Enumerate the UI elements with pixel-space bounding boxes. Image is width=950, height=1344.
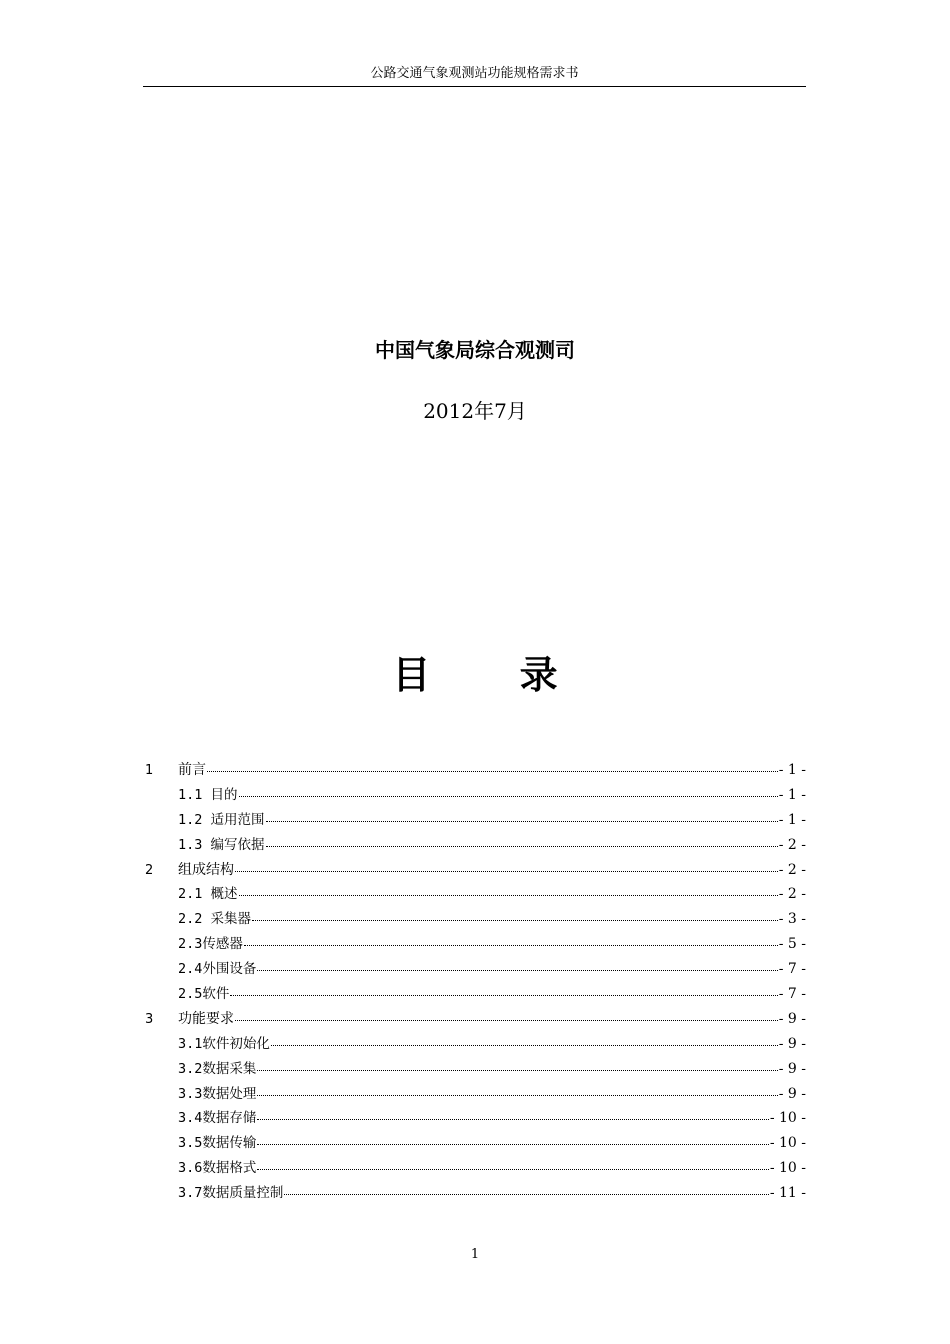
toc-entry[interactable] xyxy=(145,907,806,932)
toc-entry[interactable] xyxy=(145,1082,806,1107)
toc-entry-title: 2.4外围设备 xyxy=(178,961,257,978)
toc-entry[interactable] xyxy=(145,783,806,808)
toc-entry-page: - 3 - xyxy=(778,911,806,928)
toc-entry-title: 3.1软件初始化 xyxy=(178,1035,270,1052)
toc-dot-leader xyxy=(257,1059,777,1073)
running-header xyxy=(143,64,806,87)
toc-entry[interactable] xyxy=(145,1032,806,1057)
toc-entry-page: - 9 - xyxy=(778,1035,806,1052)
toc-entry-number: 2 xyxy=(145,862,154,878)
toc-entry-number: 3 xyxy=(145,1011,154,1027)
toc-entry-page: - 10 - xyxy=(769,1160,806,1177)
toc-dot-leader xyxy=(257,1108,768,1122)
toc-entry-page: - 5 - xyxy=(778,936,806,953)
toc-entry[interactable] xyxy=(145,1131,806,1156)
toc-dot-leader xyxy=(257,1133,768,1147)
toc-entry[interactable] xyxy=(145,1057,806,1082)
toc-entry-title: 组成结构 xyxy=(178,861,234,878)
toc-entry-title: 3.2数据采集 xyxy=(178,1060,257,1077)
toc-entry-title: 3.4数据存储 xyxy=(178,1110,257,1127)
toc-entry-page: - 9 - xyxy=(778,1010,806,1027)
toc-entry[interactable] xyxy=(145,882,806,907)
toc-entry-title: 2.2 采集器 xyxy=(178,911,252,928)
toc-entry[interactable] xyxy=(145,1106,806,1131)
toc-entry-page: - 9 - xyxy=(778,1060,806,1077)
toc-dot-leader xyxy=(266,810,778,824)
publication-date: 2012年7月 xyxy=(423,399,527,423)
toc-entry[interactable] xyxy=(145,833,806,858)
table-of-contents xyxy=(145,758,806,1206)
running-header-title: 公路交通气象观测站功能规格需求书 xyxy=(370,66,579,81)
toc-dot-leader xyxy=(230,984,777,998)
toc-entry[interactable] xyxy=(145,957,806,982)
toc-entry-title: 2.3传感器 xyxy=(178,936,243,953)
toc-entry-title: 3.5数据传输 xyxy=(178,1135,257,1152)
toc-entry-page: - 7 - xyxy=(778,986,806,1003)
toc-dot-leader xyxy=(207,760,778,774)
toc-dot-leader xyxy=(235,860,778,874)
toc-dot-leader xyxy=(252,909,778,923)
toc-entry-title: 3.6数据格式 xyxy=(178,1160,257,1177)
toc-entry[interactable] xyxy=(145,932,806,957)
toc-entry[interactable] xyxy=(145,1181,806,1206)
toc-entry-title: 1.3 编写依据 xyxy=(178,836,265,853)
toc-dot-leader xyxy=(271,1034,778,1048)
toc-entry-title: 功能要求 xyxy=(178,1010,234,1027)
toc-entry-title: 3.3数据处理 xyxy=(178,1085,257,1102)
toc-entry-page: - 11 - xyxy=(769,1185,806,1202)
toc-entry-page: - 1 - xyxy=(778,762,806,778)
toc-entry-page: - 10 - xyxy=(769,1110,806,1127)
toc-entry-title: 3.7数据质量控制 xyxy=(178,1185,284,1202)
toc-entry-page: - 2 - xyxy=(778,861,806,878)
toc-entry-page: - 10 - xyxy=(769,1135,806,1152)
toc-entry[interactable] xyxy=(145,858,806,883)
toc-entry[interactable] xyxy=(145,1007,806,1032)
toc-dot-leader xyxy=(235,1009,778,1023)
toc-entry[interactable] xyxy=(145,982,806,1007)
toc-entry-title: 前言 xyxy=(178,762,206,778)
toc-dot-leader xyxy=(257,959,777,973)
toc-entry[interactable] xyxy=(145,808,806,833)
toc-entry-page: - 2 - xyxy=(778,836,806,853)
toc-dot-leader xyxy=(257,1158,768,1172)
toc-entry-page: - 7 - xyxy=(778,961,806,978)
toc-entry[interactable] xyxy=(145,758,806,783)
toc-entry[interactable] xyxy=(145,1156,806,1181)
toc-dot-leader xyxy=(239,884,778,898)
toc-dot-leader xyxy=(266,835,778,849)
toc-entry-title: 1.2 适用范围 xyxy=(178,811,265,828)
toc-entry-title: 1.1 目的 xyxy=(178,786,238,803)
organization-title: 中国气象局综合观测司 xyxy=(375,338,575,362)
toc-entry-page: - 9 - xyxy=(778,1085,806,1102)
toc-entry-title: 2.5软件 xyxy=(178,986,230,1003)
toc-dot-leader xyxy=(284,1183,768,1197)
toc-entry-page: - 1 - xyxy=(778,786,806,803)
toc-entry-page: - 2 - xyxy=(778,886,806,903)
page-number: 1 xyxy=(470,1247,480,1262)
toc-dot-leader xyxy=(239,785,778,799)
toc-heading: 目 录 xyxy=(392,653,596,697)
toc-entry-page: - 1 - xyxy=(778,811,806,828)
toc-dot-leader xyxy=(257,1084,777,1098)
toc-entry-number: 1 xyxy=(145,763,154,778)
toc-dot-leader xyxy=(244,934,778,948)
toc-entry-title: 2.1 概述 xyxy=(178,886,238,903)
